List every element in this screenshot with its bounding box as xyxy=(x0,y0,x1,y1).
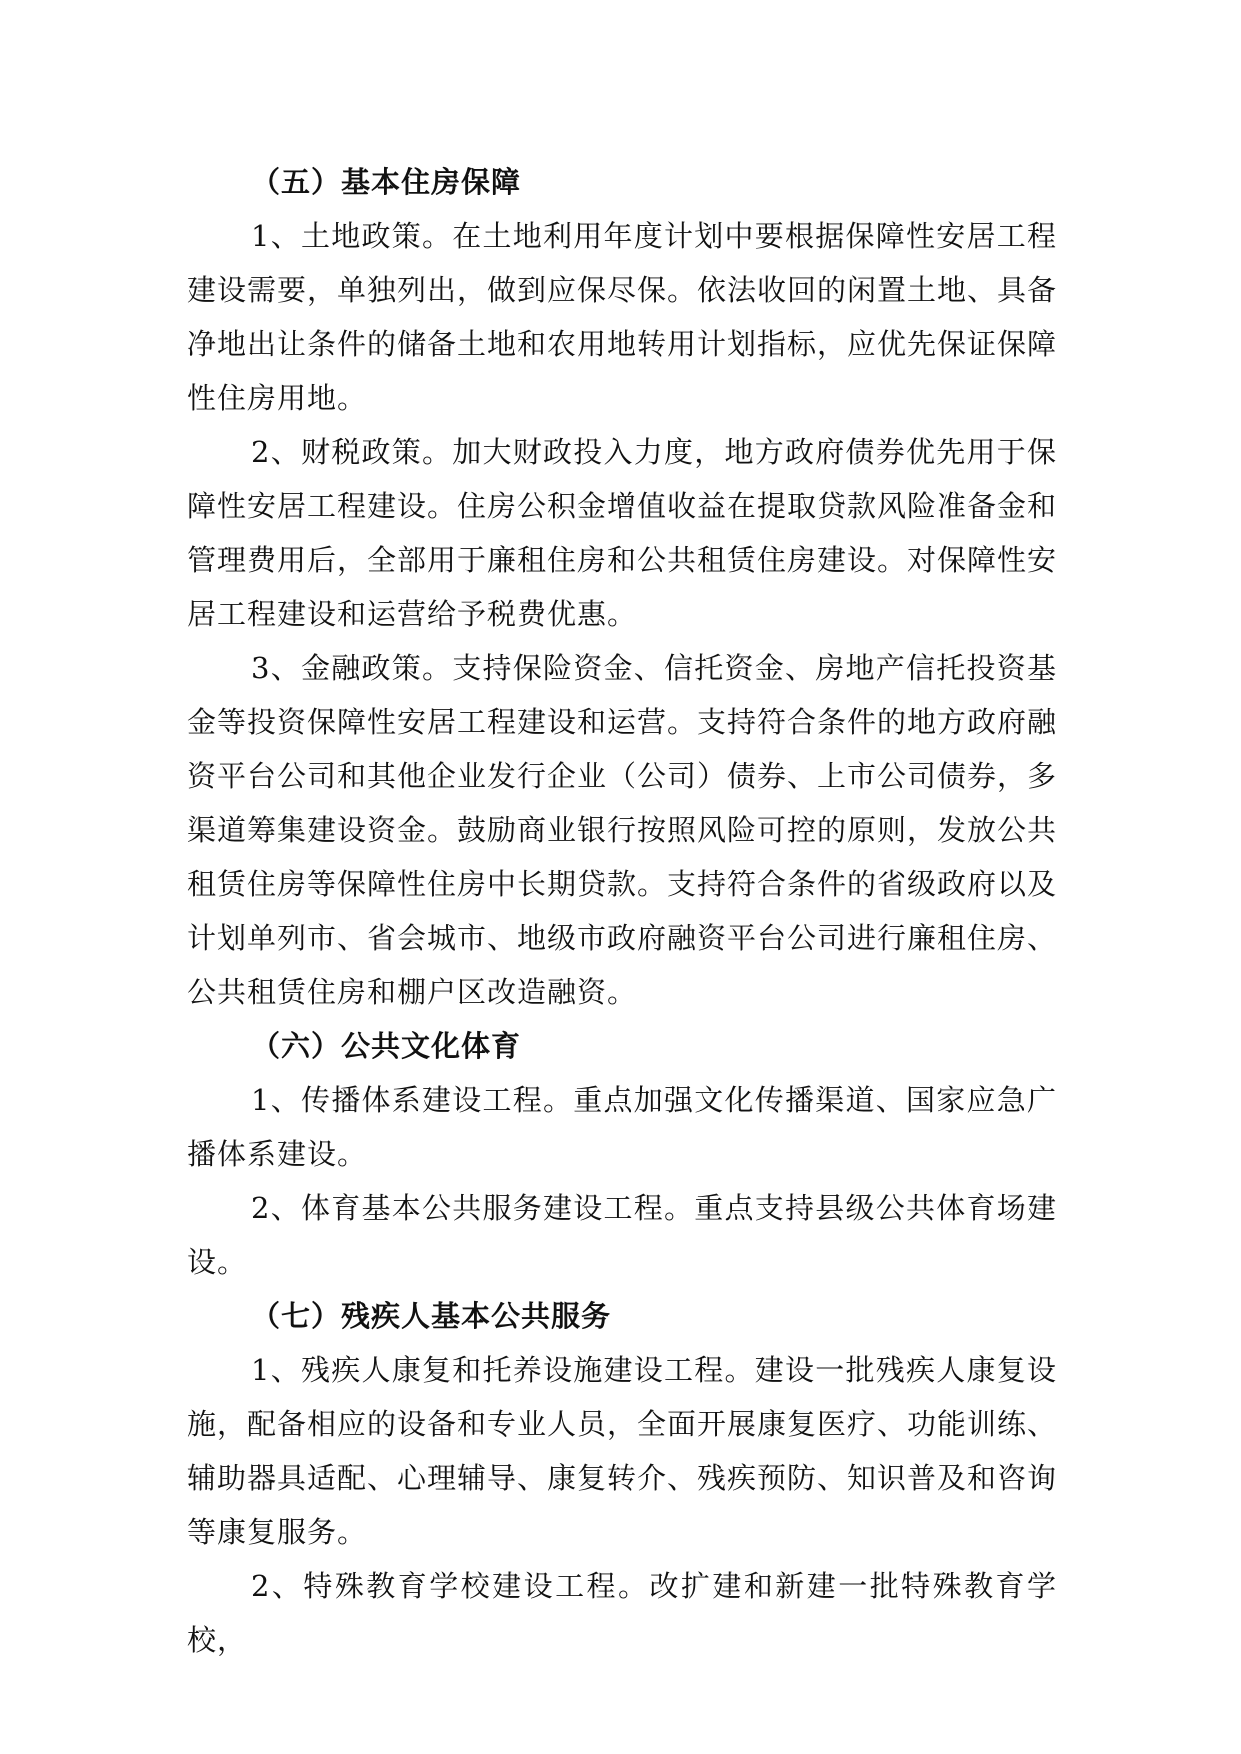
section-heading-housing: （五）基本住房保障 xyxy=(251,165,522,199)
paragraph-fiscal-policy: 2、财税政策。加大财政投入力度，地方政府债券优先用于保障性安居工程建设。住房公积金增值收益在提取贷款风险准备金和管理费用后，全部用于廉租住房和公共租赁住房建设。对保障性安居工程建设和运营给予税费优惠。 xyxy=(187,435,1058,631)
paragraph-financial-policy: 3、金融政策。支持保险资金、信托资金、房地产信托投资基金等投资保障性安居工程建设和运营。支持符合条件的地方政府融资平台公司和其他企业发行企业（公司）债券、上市公司债券，多渠道筹集建设资金。鼓励商业银行按照风险可控的原则，发放公共租赁住房等保障性住房中长期贷款。支持符合条件的省级政府以及计划单列市、省会城市、地级市政府融资平台公司进行廉租住房、公共租赁住房和棚户区改造融资。 xyxy=(187,651,1058,1009)
document-body xyxy=(187,155,1057,1667)
paragraph-rehab-facilities: 1、残疾人康复和托养设施建设工程。建设一批残疾人康复设施，配备相应的设备和专业人员，全面开展康复医疗、功能训练、辅助器具适配、心理辅导、康复转介、残疾预防、知识普及和咨询等康复服务。 xyxy=(187,1353,1058,1549)
paragraph-special-education: 2、特殊教育学校建设工程。改扩建和新建一批特殊教育学校， xyxy=(187,1569,1057,1657)
paragraph-broadcast-system: 1、传播体系建设工程。重点加强文化传播渠道、国家应急广播体系建设。 xyxy=(187,1083,1057,1171)
section-heading-culture-sports: （六）公共文化体育 xyxy=(251,1029,522,1063)
section-heading-disability-services: （七）残疾人基本公共服务 xyxy=(251,1299,612,1333)
paragraph-sports-service: 2、体育基本公共服务建设工程。重点支持县级公共体育场建设。 xyxy=(187,1191,1057,1279)
paragraph-land-policy: 1、土地政策。在土地利用年度计划中要根据保障性安居工程建设需要，单独列出，做到应保尽保。依法收回的闲置土地、具备净地出让条件的储备土地和农用地转用计划指标，应优先保证保障性住房用地。 xyxy=(187,219,1058,415)
